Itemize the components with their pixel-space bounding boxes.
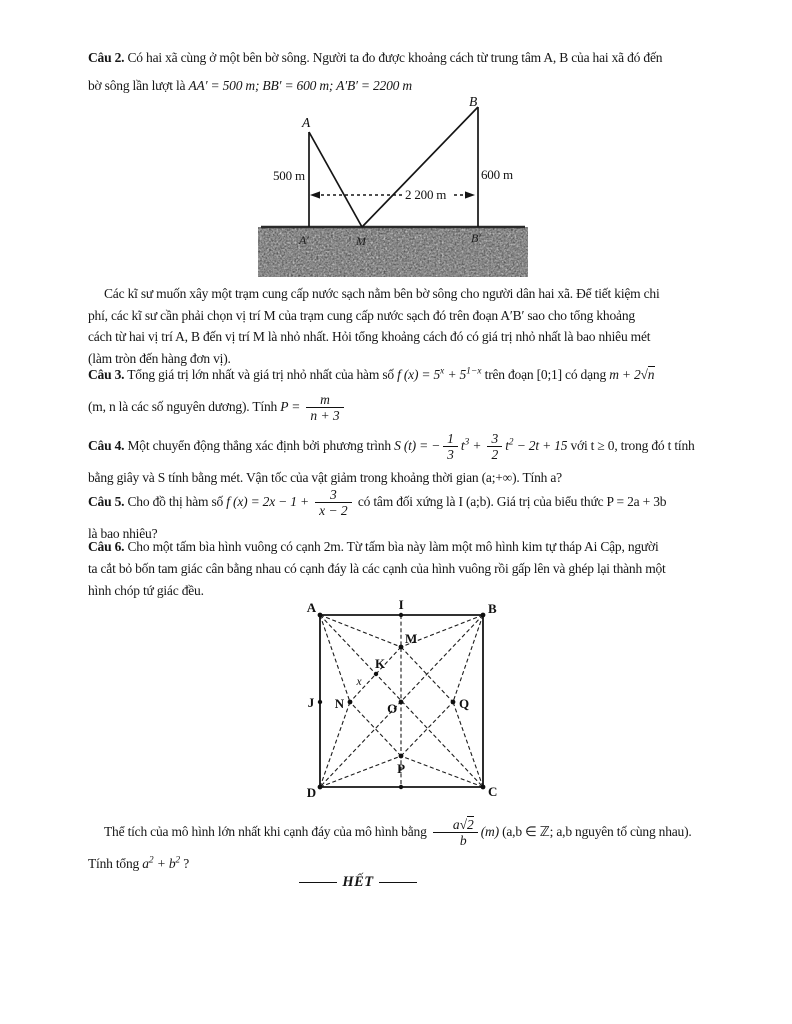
point-label-A-prime: A′ bbox=[299, 233, 309, 247]
question-6 bbox=[88, 536, 708, 602]
point-J bbox=[318, 700, 322, 704]
segment-A-M bbox=[320, 615, 401, 647]
fraction-numerator: m bbox=[306, 392, 343, 409]
q6-line-3: hình chóp tứ giác đều. bbox=[88, 583, 204, 598]
q3-math-2: + 5 bbox=[444, 367, 467, 382]
q5-text-2: có tâm đối xứng là I (a;b). Giá trị của biểu thức P = 2a + 3b bbox=[354, 494, 667, 509]
final-sup-2: 2 bbox=[175, 855, 181, 866]
q4-sup-1: 3 bbox=[464, 437, 470, 448]
end-text: HẾT bbox=[342, 874, 374, 890]
question-3 bbox=[88, 363, 708, 427]
final-text-3: Tính tổng bbox=[88, 856, 143, 871]
q2-text-2: bờ sông lần lượt là bbox=[88, 78, 186, 93]
point-bottom-mid bbox=[399, 785, 403, 789]
q5-label: Câu 5. bbox=[88, 494, 125, 509]
label-A: A bbox=[306, 600, 316, 615]
point-K bbox=[374, 672, 378, 676]
point-B bbox=[481, 613, 486, 618]
final-text-2: (a,b ∈ ℤ; a,b nguyên tố cùng nhau). bbox=[498, 824, 692, 839]
segment-C-Q bbox=[453, 702, 483, 787]
q4-line-2: bằng giây và S tính bằng mét. Vận tốc của vật giảm trong khoảng thời gian (a;+∞). Tính a? bbox=[88, 470, 562, 485]
label-J: J bbox=[307, 695, 314, 710]
q6-text-1: Cho một tấm bìa hình vuông có cạnh 2m. Từ tấm bìa này làm một mô hình kim tự tháp Ai Cập, người bbox=[127, 539, 659, 554]
q4-text-1: Một chuyển động thẳng xác định bởi phương trình bbox=[127, 438, 391, 453]
point-label-A: A bbox=[302, 115, 311, 130]
point-M bbox=[399, 645, 404, 650]
label-B: B bbox=[488, 601, 497, 616]
final-sup-1: 2 bbox=[148, 855, 154, 866]
q3-text-1: Tổng giá trị lớn nhất và giá trị nhỏ nhất của hàm số bbox=[127, 367, 394, 382]
fraction-numerator: 3 bbox=[487, 431, 502, 448]
numerator-radicand: 2 bbox=[467, 816, 474, 832]
point-label-B: B bbox=[469, 95, 478, 109]
q6-line-2: ta cắt bỏ bốn tam giác cân bằng nhau có cạnh đáy là các cạnh của hình vuông rồi gấp lên và ghép lại thành một bbox=[88, 561, 666, 576]
para2-line-3: cách từ hai vị trí A, B đến vị trí M là nhỏ nhất. Hỏi tổng khoảng cách đó có giá trị nhỏ nhất là bao nhiêu mét bbox=[88, 329, 651, 345]
label-x: x bbox=[356, 676, 362, 688]
final-math-1: (m) bbox=[480, 824, 499, 839]
square-pyramid-net-figure bbox=[300, 598, 510, 813]
label-D: D bbox=[306, 785, 316, 800]
point-D bbox=[318, 785, 323, 790]
question-4 bbox=[88, 426, 708, 490]
fraction-numerator bbox=[433, 817, 478, 834]
measure-2200m: 2 200 m bbox=[405, 187, 447, 202]
q4-math-3: + bbox=[469, 438, 485, 453]
q5-math-1: f (x) = 2x − 1 + bbox=[226, 494, 313, 509]
arrowhead-right bbox=[465, 191, 475, 198]
segment-D-N bbox=[320, 702, 350, 787]
q4-math-2: t bbox=[460, 438, 465, 453]
q3-text-2: trên đoạn [0;1] có dạng bbox=[481, 367, 610, 382]
q2-text-1: Có hai xã cùng ở một bên bờ sông. Người ta đo được khoảng cách từ trung tâm A, B của hai xã đó đến bbox=[127, 50, 663, 65]
q5-line-1 bbox=[88, 482, 708, 522]
q2-math: AA′ = 500 m; BB′ = 600 m; A′B′ = 2200 m bbox=[188, 78, 412, 93]
segment-B-Q bbox=[453, 615, 483, 702]
segment-A-N bbox=[320, 615, 350, 702]
measure-500m: 500 m bbox=[273, 168, 305, 183]
numerator-pre: a√ bbox=[452, 816, 467, 832]
point-Q bbox=[451, 700, 456, 705]
segment-B-M bbox=[362, 107, 478, 227]
q3-math-1: f (x) = 5 bbox=[397, 367, 441, 382]
fraction-denominator: b bbox=[459, 833, 467, 849]
fraction-denominator: 2 bbox=[491, 447, 499, 463]
final-text-4: ? bbox=[180, 856, 190, 871]
point-C bbox=[481, 785, 486, 790]
q5-line-2: là bao nhiêu? bbox=[88, 526, 158, 541]
end-dash-left bbox=[299, 882, 337, 883]
final-text-1: Thể tích của mô hình lớn nhất khi cạnh đáy của mô hình bằng bbox=[104, 824, 427, 839]
q3-label: Câu 3. bbox=[88, 367, 125, 382]
fig2-labels bbox=[307, 598, 497, 800]
label-Q: Q bbox=[459, 696, 469, 711]
q6-label: Câu 6. bbox=[88, 539, 125, 554]
point-A bbox=[318, 613, 323, 618]
point-I bbox=[399, 613, 403, 617]
q5-text-1: Cho đồ thị hàm số bbox=[127, 494, 224, 509]
q4-math-5: − 2t + 15 bbox=[513, 438, 568, 453]
segment-D-P bbox=[320, 756, 401, 787]
end-marker bbox=[88, 874, 628, 891]
q2-line-1 bbox=[88, 44, 708, 72]
point-P bbox=[399, 754, 404, 759]
final-paragraph bbox=[88, 812, 708, 874]
q3-line-1 bbox=[88, 363, 708, 387]
segment-P-Q bbox=[401, 702, 453, 756]
fraction-numerator: 1 bbox=[443, 431, 458, 448]
q4-line-1 bbox=[88, 426, 708, 466]
point-N bbox=[348, 700, 353, 705]
final-math-a: a bbox=[142, 856, 149, 871]
label-M: M bbox=[405, 631, 418, 646]
label-C: C bbox=[488, 784, 498, 799]
arrowhead-left bbox=[310, 191, 320, 198]
q3-sup-2: 1−x bbox=[466, 366, 482, 377]
label-O: O bbox=[387, 701, 397, 716]
final-line-2 bbox=[88, 854, 708, 874]
segment-C-P bbox=[401, 756, 483, 787]
q4-sup-2: 2 bbox=[508, 437, 514, 448]
point-label-B-prime: B′ bbox=[471, 231, 481, 245]
final-math-b: + b bbox=[153, 856, 176, 871]
segment-A-M bbox=[309, 132, 362, 227]
q3-line-2 bbox=[88, 387, 708, 427]
river-distance-figure bbox=[255, 95, 535, 280]
final-line-1 bbox=[88, 812, 708, 852]
para2-line-4: (làm tròn đến hàng đơn vị). bbox=[88, 350, 231, 366]
para2-line-1: Các kĩ sư muốn xây một trạm cung cấp nước sạch nằm bên bờ sông cho người dân hai xã. Để tiết kiệm chi bbox=[104, 286, 660, 301]
point-O bbox=[399, 700, 404, 705]
q3-text-3: (m, n là các số nguyên dương). Tính bbox=[88, 399, 278, 414]
q3-sup-1: x bbox=[440, 366, 445, 377]
q4-math-1: S (t) = − bbox=[394, 438, 441, 453]
fraction-1-over-3 bbox=[443, 431, 458, 463]
q3-radicand: n bbox=[647, 367, 655, 382]
label-I: I bbox=[398, 598, 404, 612]
para2-line-2: phí, các kĩ sư cần phải chọn vị trí M của trạm cung cấp nước sạch đó trên đoạn A′B′ sao cho tổng khoảng bbox=[88, 307, 635, 323]
end-dash-right bbox=[379, 882, 417, 883]
q3-math-4: P = bbox=[280, 399, 301, 414]
q4-text-2: với t ≥ 0, trong đó t tính bbox=[567, 438, 695, 453]
question-2-body bbox=[88, 283, 708, 369]
q2-label: Câu 2. bbox=[88, 50, 125, 65]
fig1-lines bbox=[309, 107, 478, 227]
fraction-3-over-2 bbox=[487, 431, 502, 463]
question-2 bbox=[88, 44, 708, 100]
q4-math-4: t bbox=[505, 438, 509, 453]
fraction-numerator: 3 bbox=[315, 487, 352, 504]
measure-600m: 600 m bbox=[481, 167, 513, 182]
fraction-denominator: x − 2 bbox=[319, 503, 348, 519]
fraction-denominator: n + 3 bbox=[310, 408, 340, 424]
label-K: K bbox=[375, 656, 385, 671]
point-label-M: M bbox=[356, 234, 366, 248]
label-N: N bbox=[334, 696, 344, 711]
fraction-denominator: 3 bbox=[447, 447, 454, 463]
q4-label: Câu 4. bbox=[88, 438, 125, 453]
fraction-m-over-n-plus-3 bbox=[306, 392, 343, 424]
q6-line-1 bbox=[88, 536, 708, 558]
label-P: P bbox=[397, 761, 405, 776]
q3-math-3: m + 2√ bbox=[609, 367, 648, 382]
fraction-3-over-x-minus-2 bbox=[315, 487, 352, 519]
fraction-a-sqrt2-over-b bbox=[433, 817, 478, 849]
